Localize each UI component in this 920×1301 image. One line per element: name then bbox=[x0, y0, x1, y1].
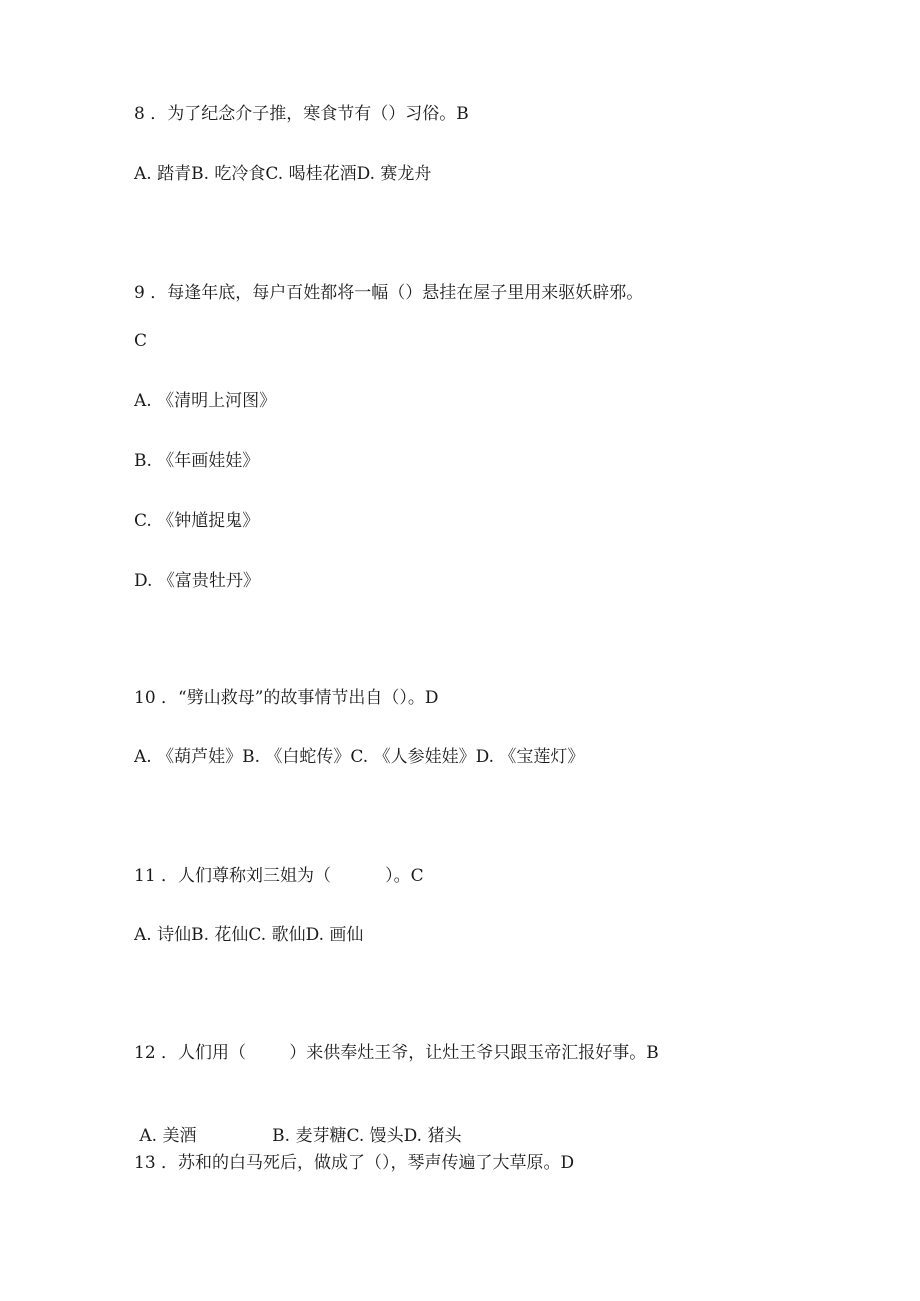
question-9: 9 ．每逢年底，每户百姓都将一幅（）悬挂在屋子里用来驱妖辟邪。 bbox=[134, 283, 644, 303]
question-8-options: A. 踏青B. 吃冷食C. 喝桂花酒D. 赛龙舟 bbox=[134, 164, 432, 184]
question-8: 8 ．为了纪念介子推，寒食节有（）习俗。B bbox=[134, 104, 469, 124]
question-11-options: A. 诗仙B. 花仙C. 歌仙D. 画仙 bbox=[134, 925, 364, 945]
question-9-option-c: C. 《钟馗捉鬼》 bbox=[134, 511, 260, 531]
question-10-options: A. 《葫芦娃》B. 《白蛇传》C. 《人参娃娃》D. 《宝莲灯》 bbox=[134, 747, 585, 767]
question-12: 12 ．人们用（ ）来供奉灶王爷，让灶王爷只跟玉帝汇报好事。B bbox=[134, 1043, 659, 1063]
question-12-options: A. 美酒 B. 麦芽糖C. 馒头D. 猪头 bbox=[134, 1126, 462, 1146]
question-9-option-d: D. 《富贵牡丹》 bbox=[134, 571, 260, 591]
question-9-answer: C bbox=[134, 331, 148, 351]
question-9-option-b: B. 《年画娃娃》 bbox=[134, 451, 260, 471]
question-13: 13 ．苏和的白马死后，做成了（），琴声传遍了大草原。D bbox=[134, 1153, 575, 1173]
question-9-option-a: A. 《清明上河图》 bbox=[134, 391, 277, 411]
question-11: 11 ．人们尊称刘三姐为（ ）。C bbox=[134, 866, 424, 886]
question-10: 10 ．“劈山救母”的故事情节出自（）。D bbox=[134, 688, 439, 708]
